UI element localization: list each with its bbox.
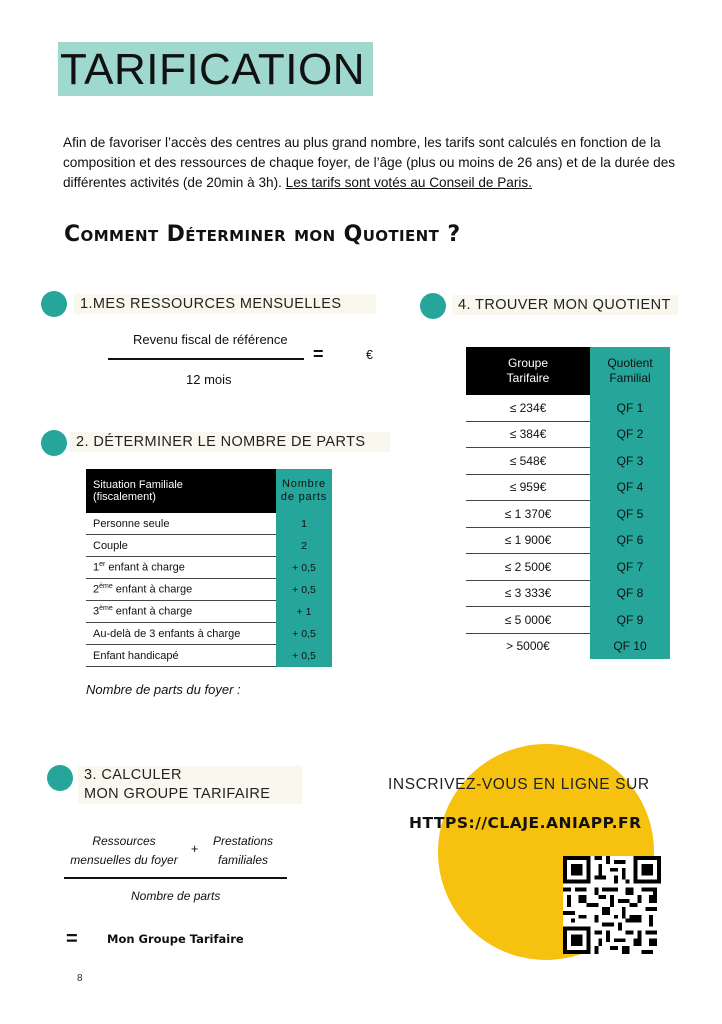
- table-row: [466, 633, 670, 659]
- table-row: [86, 601, 332, 623]
- section3-denominator: Nombre de parts: [131, 889, 221, 903]
- parts-value: + 0,5: [276, 645, 332, 667]
- section3-term2: [205, 832, 281, 870]
- section4-bullet-icon: [420, 293, 446, 319]
- parts-value: 1: [276, 513, 332, 535]
- table-row: [86, 557, 332, 579]
- quotient-table: [466, 347, 670, 659]
- table-row: [466, 448, 670, 475]
- parts-label: [86, 557, 276, 579]
- ordinal-suffix: ème: [99, 583, 113, 591]
- section3-term2-line2: familiales: [217, 853, 268, 867]
- section1-currency: €: [366, 348, 373, 362]
- table-row: [86, 623, 332, 645]
- qf-group: ≤ 548€: [466, 448, 590, 475]
- table-row: [466, 474, 670, 501]
- section1-fraction-line: [108, 358, 304, 360]
- signup-text: INSCRIVEZ-VOUS EN LIGNE SUR: [388, 776, 650, 793]
- qf-value: QF 5: [590, 501, 670, 528]
- qf-group: ≤ 384€: [466, 421, 590, 448]
- section3-bullet-icon: [47, 765, 73, 791]
- qr-code-icon[interactable]: [563, 856, 661, 954]
- section1-numerator: Revenu fiscal de référence: [133, 332, 288, 347]
- parts-header-situation-line2: (fiscalement): [93, 491, 156, 503]
- qf-value: QF 3: [590, 448, 670, 475]
- parts-value: + 1: [276, 601, 332, 623]
- ordinal-number: 1: [93, 561, 100, 574]
- qf-header-quotient-line2: Familial: [609, 371, 651, 385]
- parts-label: [86, 579, 276, 601]
- qf-value: QF 8: [590, 580, 670, 607]
- section3-equals: =: [66, 928, 78, 950]
- qf-group: ≤ 5 000€: [466, 607, 590, 634]
- section3-result: Mon Groupe Tarifaire: [107, 932, 244, 946]
- section3-label-line2: MON GROUPE TARIFAIRE: [84, 786, 271, 802]
- qf-value: QF 9: [590, 607, 670, 634]
- table-row: [86, 579, 332, 601]
- table-row: [466, 580, 670, 607]
- ordinal-suffix: ème: [99, 605, 113, 613]
- qf-value: QF 7: [590, 554, 670, 581]
- qf-group: ≤ 2 500€: [466, 554, 590, 581]
- section1-bullet-icon: [41, 291, 67, 317]
- table-row: [466, 554, 670, 581]
- table-row: [466, 421, 670, 448]
- qf-header-quotient-line1: Quotient: [607, 356, 653, 370]
- section4-label: 4. TROUVER MON QUOTIENT: [452, 295, 678, 315]
- section3-term1-line1: Ressources: [92, 834, 156, 848]
- page-title: TARIFICATION: [58, 42, 373, 96]
- qf-header-quotient: [590, 347, 670, 395]
- parts-label: Au-delà de 3 enfants à charge: [86, 623, 276, 645]
- table-row: [466, 501, 670, 528]
- section1-equals: =: [313, 344, 324, 364]
- parts-label: [86, 601, 276, 623]
- qf-value: QF 4: [590, 474, 670, 501]
- section3-fraction-line: [64, 877, 287, 879]
- ordinal-text: enfant à charge: [112, 605, 193, 618]
- signup-url-link[interactable]: HTTPS://CLAJE.ANIAPP.FR: [409, 814, 642, 832]
- ordinal-number: 2: [93, 583, 100, 596]
- table-row: [466, 607, 670, 634]
- parts-label: Couple: [86, 535, 276, 557]
- table-row: [466, 395, 670, 421]
- qf-group: ≤ 3 333€: [466, 580, 590, 607]
- parts-value: + 0,5: [276, 557, 332, 579]
- parts-table: [86, 469, 332, 667]
- qf-value: QF 10: [590, 633, 670, 659]
- qf-group: ≤ 1 900€: [466, 527, 590, 554]
- section3-label-line1: 3. CALCULER: [84, 767, 182, 783]
- intro-text: Afin de favoriser l’accès des centres au plus grand nombre, les tarifs sont calculés en fonction de la composition et des ressources de chaque foyer, de l’âge (plus ou moins de 26 ans) et de la durée des différentes activités (de 20min à 3h).: [63, 135, 676, 190]
- qf-group: ≤ 234€: [466, 395, 590, 421]
- parts-label: Enfant handicapé: [86, 645, 276, 667]
- table-row: [86, 645, 332, 667]
- parts-value: + 0,5: [276, 623, 332, 645]
- table-row: [466, 527, 670, 554]
- ordinal-text: enfant à charge: [105, 561, 185, 574]
- page-number: 8: [77, 973, 83, 984]
- parts-label: Personne seule: [86, 513, 276, 535]
- section3-label: [78, 766, 302, 804]
- qf-header-groupe-line1: Groupe: [507, 356, 549, 370]
- section1-label: 1.MES RESSOURCES MENSUELLES: [74, 294, 376, 314]
- ordinal-text: enfant à charge: [112, 583, 193, 596]
- parts-header-situation-line1: Situation Familiale: [93, 479, 183, 491]
- parts-value: + 0,5: [276, 579, 332, 601]
- ordinal-suffix: er: [99, 561, 106, 569]
- parts-header-nombre-line2: de parts: [280, 491, 328, 503]
- section2-bullet-icon: [41, 430, 67, 456]
- parts-header-nombre: [276, 469, 332, 513]
- section-heading: Comment Déterminer mon Quotient ?: [64, 222, 461, 247]
- conseil-de-paris-link[interactable]: Les tarifs sont votés au Conseil de Paris.: [285, 175, 532, 190]
- table-row: [86, 535, 332, 557]
- qf-group: ≤ 1 370€: [466, 501, 590, 528]
- intro-paragraph: [63, 133, 683, 193]
- qf-value: QF 6: [590, 527, 670, 554]
- section2-label: 2. DÉTERMINER LE NOMBRE DE PARTS: [70, 432, 390, 452]
- table-row: [86, 513, 332, 535]
- qf-header-groupe-line2: Tarifaire: [506, 371, 550, 385]
- section3-term1-line2: mensuelles du foyer: [70, 853, 178, 867]
- qf-header-groupe: [466, 347, 590, 395]
- section1-denominator: 12 mois: [186, 372, 232, 387]
- qf-group: > 5000€: [506, 639, 550, 654]
- parts-footer: Nombre de parts du foyer :: [86, 682, 241, 697]
- section3-term1: [66, 832, 182, 870]
- section3-plus: +: [191, 842, 199, 856]
- qf-value: QF 1: [590, 395, 670, 421]
- parts-header-nombre-line1: Nombre: [282, 478, 326, 490]
- parts-header-situation: [86, 469, 276, 513]
- section3-term2-line1: Prestations: [212, 834, 274, 848]
- ordinal-number: 3: [93, 605, 100, 618]
- qf-value: QF 2: [590, 421, 670, 448]
- qf-group: ≤ 959€: [466, 474, 590, 501]
- parts-value: 2: [276, 535, 332, 557]
